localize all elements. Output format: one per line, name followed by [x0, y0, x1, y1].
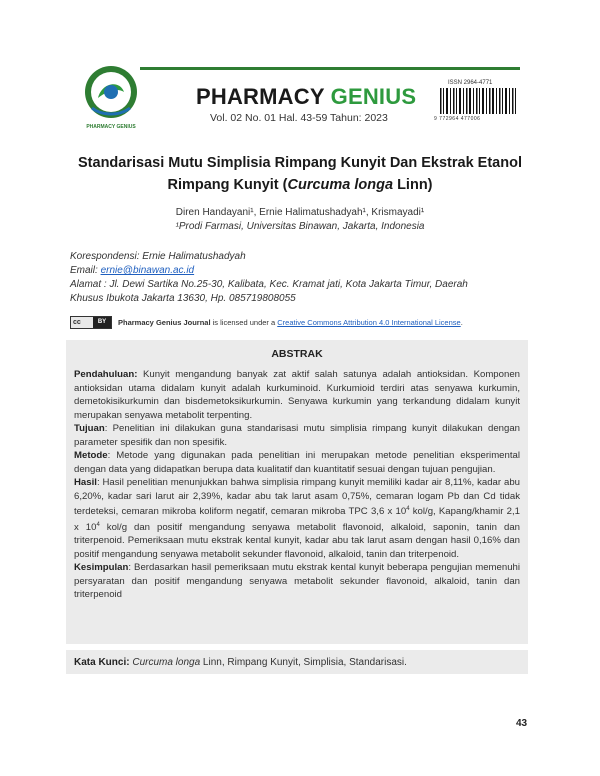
volume-info: Vol. 02 No. 01 Hal. 43-59 Tahun: 2023: [210, 112, 388, 124]
license-notice: cc BY Pharmacy Genius Journal is licensed under a Creative Commons Attribution 4.0 International License.: [70, 316, 530, 330]
authors: Diren Handayani¹, Ernie Halimatushadyah¹, Krismayadi¹: [175, 207, 425, 218]
correspondence-name: Korespondensi: Ernie Halimatushadyah: [70, 251, 246, 262]
abstract-box: [66, 340, 528, 644]
address-line-1: Alamat : Jl. Dewi Sartika No.25-30, Kalibata, Kec. Kramat jati, Kota Jakarta Timur, Daerah: [70, 279, 468, 290]
abstract-conclusion: Kesimpulan: Berdasarkan hasil pemeriksaan mutu ekstrak kental kunyit beberapa pengujian memenuhi persyaratan dan positif mengandung senyawa metabolit sekunder flavonoid, alkaloid, tanin dan triterpenoid: [74, 562, 520, 601]
license-link[interactable]: Creative Commons Attribution 4.0 International License: [277, 318, 461, 327]
article-title: Standarisasi Mutu Simplisia Rimpang Kunyit Dan Ekstrak Etanol Rimpang Kunyit (Curcuma longa Linn): [78, 155, 522, 193]
header-divider: [140, 67, 520, 70]
abstract-goal: Tujuan: Penelitian ini dilakukan guna standarisasi mutu simplisia rimpang kunyit dilakukan dengan parameter spesifik dan non spesifik.: [74, 423, 520, 448]
abstract-body: [74, 368, 520, 602]
email-link[interactable]: ernie@binawan.ac.id: [100, 265, 195, 276]
address-line-2: Khusus Ibukota Jakarta 13630, Hp. 085719808055: [70, 293, 296, 304]
abstract-title: ABSTRAK: [271, 348, 323, 360]
abstract-introduction: Pendahuluan: Kunyit mengandung banyak zat aktif salah satunya adalah antioksidan. Komponen antioksidan utama didalam kunyit adalah kurkuminoid. Kurkumioid terdiri atas senyawa kurkumin, demetokisikurkumin dan bisdemetoksikurkumin. Senyawa kurkumin yang terkandung didalam kunyit merupakan senyawa metabolit terpenting.: [74, 369, 520, 421]
cc-by-license-icon[interactable]: cc BY: [70, 316, 112, 329]
abstract-result: Hasil: Hasil penelitian menunjukkan bahwa simplisia rimpang kunyit memiliki kadar air 8,11%, kadar abu 6,20%, kadar sari larut air 2,39%, kadar abu tak larut asam 0,75%, cemaran logam Pb dan Cd tidak terdeteksi, cemaran mikroba koliform negatif, cemaran mikroba TPC 3,6 x $10^4$ kol/g, Kapang/khamir 2,1 x $10^4$ kol/g dan positif mengandung senyawa metabolit flavonoid, alkaloid, saponin, tanin dan triterpenoid. Pemeriksaan mutu ekstrak kental kunyit, kadar abu tak larut asam dengan hasil 0,16% dan positif mengandung senyawa metabolit sekunder flavonoid, alkaloid, tanin dan triterpenoid.: [74, 477, 520, 560]
barcode-numbers: 9 772964 477006: [434, 116, 481, 122]
journal-logo-icon: [80, 62, 142, 132]
abstract-method: Metode: Metode yang digunakan pada penelitian ini merupakan metode penelitian eksperimental dengan data yang didapatkan berupa data kualitatif dan kuantitatif sesuai dengan tujuan pengujian.: [74, 450, 520, 475]
journal-title: PHARMACY GENIUS: [196, 84, 417, 109]
journal-header: [0, 0, 600, 140]
logo-caption: PHARMACY GENIUS: [86, 124, 136, 130]
issn-label: ISSN 2964-4771: [448, 80, 493, 86]
affiliation: ¹Prodi Farmasi, Universitas Binawan, Jakarta, Indonesia: [175, 221, 425, 232]
correspondence-block: Korespondensi: Ernie Halimatushadyah Email: ernie@binawan.ac.id Alamat : Jl. Dewi Sartika No.25-30, Kalibata, Kec. Kramat jati, Kota Jakarta Timur, Daerah Khusus Ibukota Jakarta 13630, Hp. 085719808055: [70, 250, 510, 306]
keywords: Kata Kunci: Curcuma longa Linn, Rimpang Kunyit, Simplisia, Standarisasi.: [66, 650, 528, 674]
page-number: 43: [516, 718, 528, 729]
